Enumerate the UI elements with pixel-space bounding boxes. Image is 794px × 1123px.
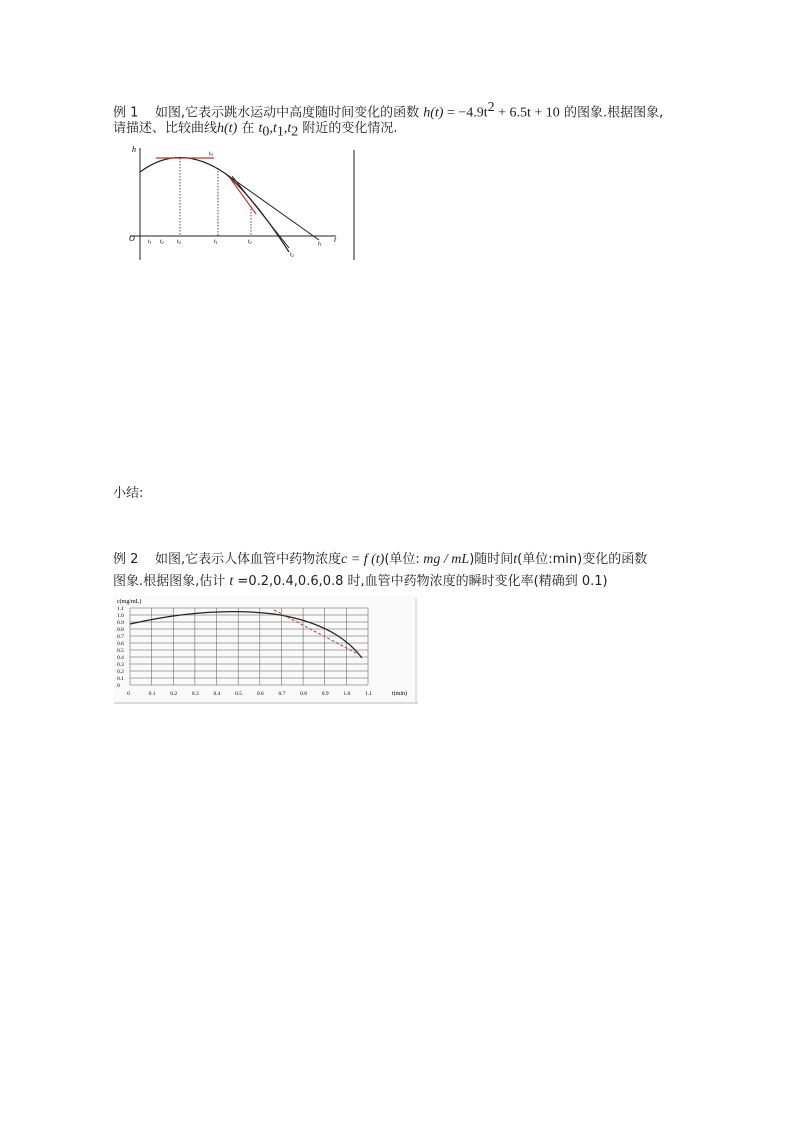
x-tick-label: 0.5 xyxy=(235,691,243,697)
example2-line2-b: =0.2,0.4,0.6,0.8 时,血管中药物浓度的瞬时变化率(精确到 0.1) xyxy=(233,574,608,589)
tick-label: t0 xyxy=(177,239,181,245)
example2-unit-c: (单位:min)变化的函数 xyxy=(517,552,648,567)
x-tick-label: 0.7 xyxy=(278,691,286,697)
example1-line2 xyxy=(113,121,397,141)
example1-label: 例 1 xyxy=(113,105,139,121)
t-sub: 1 xyxy=(276,124,284,140)
x-tick-label: 0.9 xyxy=(321,691,329,697)
example2-line2-a: 图象.根据图象,估计 xyxy=(113,574,226,589)
x-tick-label: 0.3 xyxy=(191,691,199,697)
example1-line2-b: 在 xyxy=(241,121,255,136)
y-tick-label: 0.7 xyxy=(117,634,124,640)
tangent-label: t0 xyxy=(209,151,213,157)
example2-unit-math: mg / mL xyxy=(419,552,470,567)
summary-label: 小结: xyxy=(113,486,144,501)
tick-label: t1 xyxy=(148,239,152,245)
x-tick-label: 0.1 xyxy=(148,691,156,697)
example1-intro: 如图,它表示跳水运动中高度随时间变化的函数 xyxy=(154,105,420,121)
formula-eq: = −4.9t xyxy=(443,105,488,121)
x-axis-label: t xyxy=(334,235,337,244)
tangent-highlight xyxy=(230,178,256,214)
y-tick-label: 0.2 xyxy=(117,669,124,675)
y-tick-label: 0.5 xyxy=(117,648,124,654)
example1-line2-ht: h(t) xyxy=(217,121,238,136)
y-tick-label: 0.9 xyxy=(117,620,124,626)
example2-label: 例 2 xyxy=(113,552,139,567)
example2-t-var: t xyxy=(513,552,518,567)
example2-line1 xyxy=(113,552,647,568)
drug-concentration-chart xyxy=(114,596,418,704)
example1-line1 xyxy=(113,100,663,121)
formula-rest: + 6.5t + 10 xyxy=(494,105,560,121)
y-tick-label: 0.8 xyxy=(117,627,124,633)
formula-exp: 2 xyxy=(487,100,495,115)
t-var: ,t xyxy=(283,121,292,136)
x-tick-label: 0.4 xyxy=(213,691,221,697)
example2-line2-t: t xyxy=(229,574,234,589)
y-tick-label: 0.3 xyxy=(117,662,124,668)
tangent-t1 xyxy=(226,174,319,240)
y-tick-label: 0 xyxy=(117,683,120,689)
height-curve xyxy=(140,157,289,252)
example2-intro: 如图,它表示人体血管中药物浓度 xyxy=(154,552,342,567)
tick-label: t2 xyxy=(160,239,164,245)
tangent-label: t2 xyxy=(290,252,294,258)
x-tick-label: 0.8 xyxy=(300,691,307,697)
example1-line2-a: 请描述、比较曲线 xyxy=(113,121,218,136)
example2-unit-b: )随时间 xyxy=(469,552,514,567)
origin-label: O xyxy=(129,234,135,243)
example2-line2 xyxy=(113,574,608,590)
x-axis-title: t(min) xyxy=(392,691,407,697)
y-axis-title: c(mg/mL) xyxy=(117,599,142,605)
y-tick-label: 0.4 xyxy=(117,655,124,661)
formula-lhs: h(t) xyxy=(423,105,444,121)
y-axis-label: h xyxy=(132,145,136,154)
example2-formula: c = f (t) xyxy=(341,552,385,567)
y-tick-label: 1.1 xyxy=(117,606,124,612)
x-tick-label: 1.1 xyxy=(365,691,372,697)
t-sub: 0 xyxy=(262,124,270,140)
tick-label: t1 xyxy=(214,239,218,245)
tangent-t2 xyxy=(232,176,289,248)
y-tick-label: 0.6 xyxy=(117,641,124,647)
t-var: ,t xyxy=(269,121,277,136)
y-tick-label: 0.1 xyxy=(117,676,124,682)
t-sub: 2 xyxy=(291,124,299,140)
x-tick-label: 0.2 xyxy=(170,691,178,697)
example1-after: 的图象.根据图象, xyxy=(563,105,664,121)
x-tick-label: 0.6 xyxy=(256,691,264,697)
y-tick-label: 1.0 xyxy=(117,613,124,619)
x-tick-label: 0 xyxy=(127,691,130,697)
diving-height-graph xyxy=(114,142,358,264)
t-var: t xyxy=(258,121,263,136)
example1-line2-c: 附近的变化情况. xyxy=(302,121,398,136)
x-tick-label: 1.0 xyxy=(343,691,351,697)
tangent-label: t1 xyxy=(318,241,322,247)
example2-unit-a: (单位: xyxy=(384,552,420,567)
y-tick-labels xyxy=(117,606,124,689)
tick-label: t2 xyxy=(248,239,252,245)
